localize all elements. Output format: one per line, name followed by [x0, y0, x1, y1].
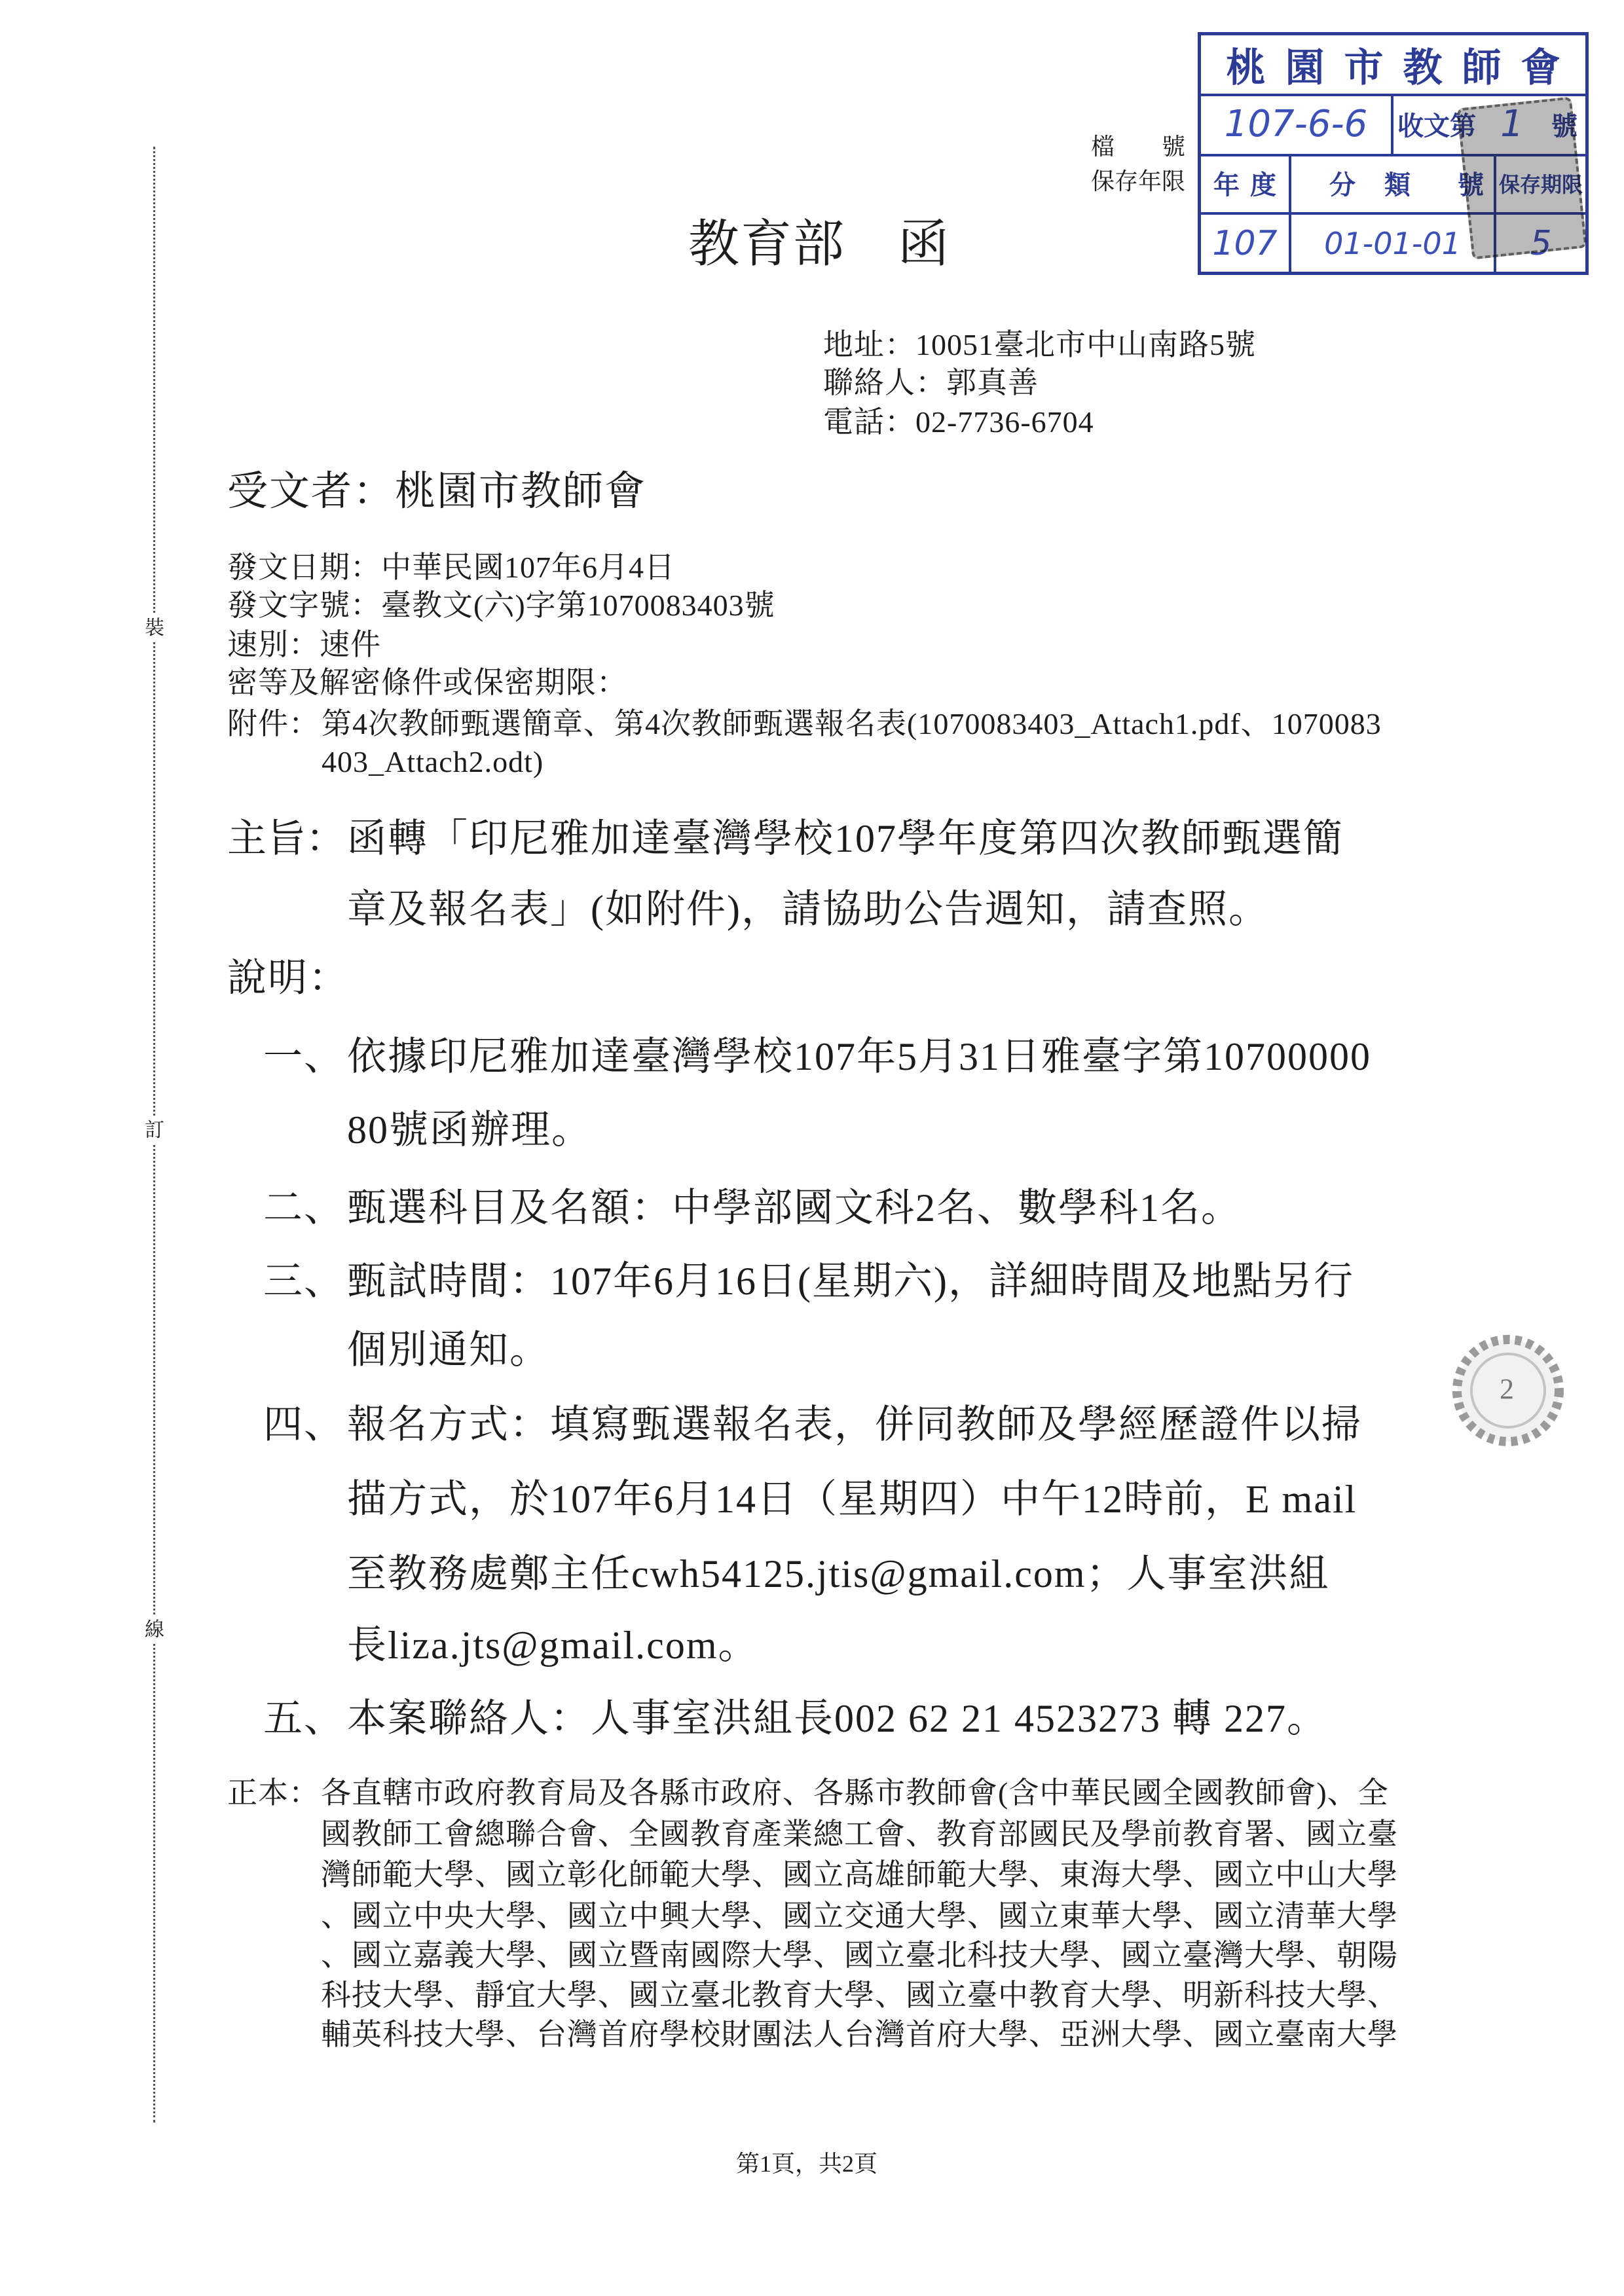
stamp-year-label: 年度 — [1213, 170, 1287, 200]
stamp-received-date: 107-6-6 — [1224, 102, 1368, 145]
stamp-received-no-suffix: 號 — [1551, 111, 1578, 141]
distribution-line: 灣師範大學、國立彰化師範大學、國立高雄師範大學、東海大學、國立中山大學 — [321, 1858, 1398, 1891]
distribution-line: 科技大學、靜宜大學、國立臺北教育大學、國立臺中教育大學、明新科技大學、 — [321, 1978, 1398, 2012]
subject-line: 章及報名表」(如附件)，請協助公告週知，請查照。 — [347, 888, 1269, 931]
page-indicator: 第1頁，共2頁 — [736, 2151, 878, 2177]
recipient: 受文者：桃園市教師會 — [227, 469, 647, 514]
stamp-received-no: 1 — [1500, 102, 1524, 145]
stamp-year: 107 — [1212, 223, 1278, 263]
attachment-label: 附件： — [227, 707, 320, 740]
margin-mark-line: 線 — [140, 1616, 169, 1644]
distribution-label: 正本： — [227, 1776, 320, 1810]
item-line: 本案聯絡人：人事室洪組長002 62 21 4523273 轉 227。 — [347, 1697, 1327, 1740]
receipt-stamp — [1198, 32, 1589, 275]
item-line: 甄選科目及名額：中學部國文科2名、數學科1名。 — [347, 1186, 1242, 1230]
item-line: 長liza.jts@gmail.com。 — [347, 1624, 759, 1667]
attachment-line: 403_Attach2.odt) — [322, 745, 544, 778]
item-number: 一、 — [263, 1035, 344, 1078]
retention-years-label: 保存年限 — [1091, 168, 1186, 194]
margin-mark-staple: 訂 — [140, 1117, 169, 1144]
explanation-label: 說明： — [227, 957, 349, 1000]
item-number: 二、 — [263, 1186, 344, 1230]
item-line: 報名方式：填寫甄選報名表，併同教師及學經歷證件以掃 — [347, 1403, 1362, 1446]
attachment-line: 第4次教師甄選簡章、第4次教師甄選報名表(1070083403_Attach1.pdf、1070083 — [322, 707, 1382, 740]
sender-address: 地址：10051臺北市中山南路5號 — [823, 328, 1256, 361]
item-line: 80號函辦理。 — [347, 1108, 592, 1152]
subject-label: 主旨： — [227, 817, 345, 860]
sender-contact: 聯絡人：郭真善 — [823, 366, 1039, 399]
stamp-classification-label: 分類 — [1329, 170, 1439, 200]
stamp-retention: 5 — [1530, 223, 1552, 263]
distribution-line: 、國立中央大學、國立中興大學、國立交通大學、國立東華大學、國立清華大學 — [321, 1899, 1398, 1933]
item-line: 至教務處鄭主任cwh54125.jtis@gmail.com；人事室洪組 — [347, 1552, 1330, 1595]
item-line: 描方式，於107年6月14日（星期四）中午12時前，E mail — [347, 1478, 1357, 1521]
margin-mark-bind: 裝 — [140, 615, 169, 642]
delivery-speed: 速別：速件 — [227, 628, 381, 661]
item-line: 甄試時間：107年6月16日(星期六)，詳細時間及地點另行 — [347, 1260, 1354, 1303]
stamp-col-divider — [1391, 94, 1393, 154]
item-line: 依據印尼雅加達臺灣學校107年5月31日雅臺字第10700000 — [347, 1035, 1371, 1078]
stamp-classification-suffix: 號 — [1458, 170, 1484, 200]
document-number: 發文字號：臺教文(六)字第1070083403號 — [227, 589, 775, 622]
item-number: 四、 — [263, 1403, 344, 1446]
stamp-organization: 桃園市教師會 — [1226, 46, 1580, 90]
received-stamp-overlay — [1456, 96, 1587, 259]
page-seal-number: 2 — [1500, 1373, 1514, 1405]
security-level: 密等及解密條件或保密期限： — [227, 666, 627, 699]
item-number: 三、 — [263, 1260, 344, 1303]
distribution-line: 國教師工會總聯合會、全國教育產業總工會、教育部國民及學前教育署、國立臺 — [321, 1817, 1398, 1851]
distribution-line: 各直轄市政府教育局及各縣市政府、各縣市教師會(含中華民國全國教師會)、全 — [321, 1776, 1389, 1810]
item-number: 五、 — [263, 1697, 344, 1740]
item-line: 個別通知。 — [347, 1328, 550, 1372]
document-title: 教育部 函 — [688, 215, 951, 272]
stamp-received-no-label: 收文第 — [1397, 111, 1476, 141]
issue-date: 發文日期：中華民國107年6月4日 — [227, 551, 675, 584]
distribution-line: 輔英科技大學、台灣首府學校財團法人台灣首府大學、亞洲大學、國立臺南大學 — [321, 2018, 1398, 2051]
sender-phone: 電話：02-7736-6704 — [823, 405, 1094, 439]
stamp-retention-label: 保存期限 — [1498, 172, 1583, 196]
subject-line: 函轉「印尼雅加達臺灣學校107學年度第四次教師甄選簡 — [347, 817, 1344, 860]
file-number-label: 檔號 — [1091, 134, 1233, 160]
distribution-line: 、國立嘉義大學、國立暨南國際大學、國立臺北科技大學、國立臺灣大學、朝陽 — [321, 1939, 1398, 1972]
stamp-classification: 01-01-01 — [1324, 225, 1461, 261]
